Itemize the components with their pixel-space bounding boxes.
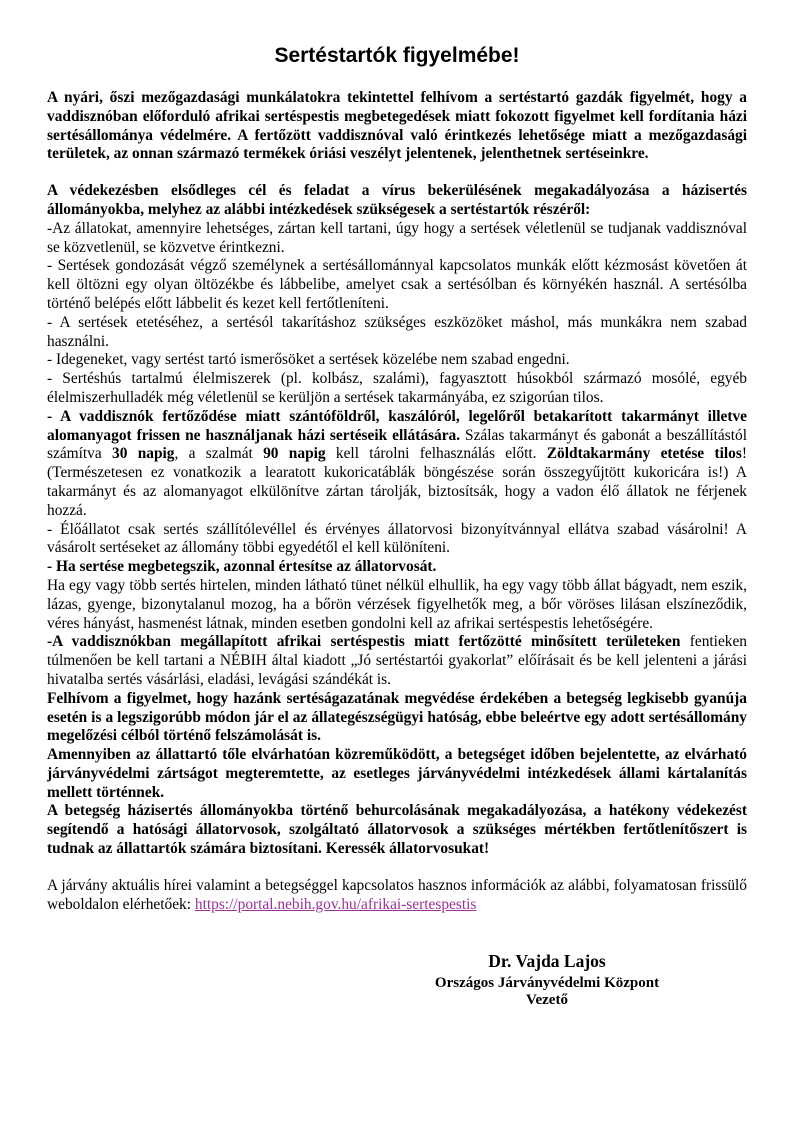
paragraph-defense-goal: A védekezésben elsődleges cél és feladat a vírus bekerülésének megakadályozása a házisertés állományokba, melyhez az alábbi intézkedések szükségesek a sertéstartók részéről:	[47, 182, 747, 218]
website-info-text: A járvány aktuális hírei valamint a betegséggel kapcsolatos hasznos információk az alábbi, folyamatosan frissülő weboldalon elérhetőek:	[47, 876, 747, 913]
document-title: Sertéstartók figyelmébe!	[274, 44, 520, 67]
infected-areas-bold-lead: -A vaddisznókban megállapított afrikai sertéspestis miatt fertőzötté minősített területeken	[47, 633, 681, 651]
list-item-live-animal-purchase: - Élőállatot csak sertés szállítólevéllel és érvényes állatorvosi bizonyítvánnyal ellátva szabad vásárolni! A vásárolt sertéseket az állomány többi egyedétől el kell különíteni.	[47, 520, 747, 557]
feed-storage-text-3: kell tárolni felhasználás előtt.	[325, 445, 547, 463]
list-item-feed-storage	[47, 408, 747, 521]
infected-areas-text: fentieken túlmenően be kell tartani a NÉBIH által kiadott „Jó sertéstartói gyakorlat” előírásait és be kell jelenteni a járási hivatalba sertés vásárlási, eladási, levágási szándékát is.	[47, 633, 748, 688]
list-item-caretaker-hygiene: - Sertések gondozását végző személynek a sertésállománnyal kapcsolatos munkák előtt kézmosást követően át kell öltözni egy olyan öltözékbe és lábbelibe, amelyet csak a sertésólban és környékén használ. A sertésólba történő belépés előtt lábbelit és kezet kell fertőtleníteni.	[47, 257, 747, 312]
list-item-tools: - A sertések etetéséhez, a sertésól takarításhoz szükséges eszközöket máshol, más munkákra nem szabad használni.	[47, 313, 747, 350]
signature-organization: Országos Járványvédelmi Központ	[434, 975, 660, 992]
blank-line	[47, 859, 747, 877]
blank-line	[47, 164, 747, 182]
feed-storage-text-1: Szálas takarmányt és gabonát a beszállítástól számítva	[47, 426, 747, 463]
paragraph-disinfectant: A betegség házisertés állományokba történő behurcolásának megakadályozása, a hatékony védekezést segítendő a hatósági állatorvosok, szolgáltató állatorvosok a szükséges mértékben fertőtlenítőszert is tudnak az állattartók számára biztosítani. Keressék állatorvosukat!	[47, 802, 747, 858]
feed-storage-90days: 90 napig	[263, 445, 326, 463]
feed-storage-text-2: , a szalmát	[174, 445, 264, 463]
document-body	[47, 89, 747, 914]
signature-name: Dr. Vajda Lajos	[488, 951, 606, 972]
feed-storage-green-forbidden: Zöldtakarmány etetése tilos	[546, 445, 742, 463]
signature-role: Vezető	[526, 992, 568, 1009]
paragraph-compensation: Amennyiben az állattartó tőle elvárhatóan közreműködött, a betegséget időben bejelentette, az elvárható járványvédelmi zártságot megteremtette, az esetleges járványvédelmi intézkedések állami kártalanítás mellett történnek.	[47, 746, 747, 801]
list-item-strangers: - Idegeneket, vagy sertést tartó ismerősöket a sertések közelébe nem szabad engedni.	[47, 351, 570, 369]
paragraph-authority-action: Felhívom a figyelmet, hogy hazánk sertéságazatának megvédése érdekében a betegség legkisebb gyanúja esetén is a legszigorúbb módon jár el az állategészségügyi hatóság, ebbe beleértve egy adott sertésállomány megelőzési célból történő felszámolását is.	[47, 689, 747, 745]
nebih-link[interactable]: https://portal.nebih.gov.hu/afrikai-sertespestis	[194, 895, 477, 913]
feed-storage-bold-lead: - A vaddisznók fertőződése miatt szántóföldről, kaszálóról, legelőről betakarított takarmányt illetve alomanyagot frissen ne használjanak házi sertéseik ellátására.	[47, 407, 747, 444]
paragraph-symptoms: Ha egy vagy több sertés hirtelen, minden látható tünet nélkül elhullik, ha egy vagy több állat bágyadt, nem eszik, lázas, gyenge, bizonytalanul mozog, ha a bőrön vérzések figyelhetők meg, a bőr vöröses lilásan elszíneződik, véres hányást, hasmenést látnak, minden esetben gondolni kell az afrikai sertéspestis lehetőségére.	[47, 576, 747, 632]
list-item-notify-vet: - Ha sertése megbetegszik, azonnal értesítse az állatorvosát.	[47, 558, 437, 576]
feed-storage-30days: 30 napig	[112, 445, 175, 463]
list-item-closed-keeping: -Az állatokat, amennyire lehetséges, zártan kell tartani, úgy hogy a sertések véletlenül se tudjanak vaddisznóval se közvetlenül, se közvetve érintkezni.	[47, 219, 747, 256]
paragraph-intro: A nyári, őszi mezőgazdasági munkálatokra tekintettel felhívom a sertéstartó gazdák figyelmét, hogy a vaddisznóban előforduló afrikai sertéspestis megbetegedések miatt fokozott figyelmet kell fordítania házi sertésállománya védelmére. A fertőzött vaddisznóval való érintkezés lehetősége miatt a mezőgazdasági területek, az onnan származó termékek óriási veszélyt jelentenek, jelenthetnek sertéseinkre.	[47, 89, 747, 163]
feed-storage-text-4: ! (Természetesen ez vonatkozik a learatott kukoricatáblák böngészése során összegyűjtött kukoricára is!) A takarmányt és az alomanyagot elkülönítve zártan tárolják, biztosítsák, hogy a vadon élő állatok ne férjenek hozzá.	[47, 445, 747, 519]
list-item-food-waste: - Sertéshús tartalmú élelmiszerek (pl. kolbász, szalámi), fagyasztott húsokból származó mosólé, egyéb élelmiszerhulladék még véletlenül se kerüljön a sertések takarmányába, ez szigorúan tilos.	[47, 370, 747, 406]
paragraph-infected-areas	[47, 633, 747, 689]
paragraph-website-info	[47, 877, 747, 915]
signature-block	[337, 951, 757, 1009]
